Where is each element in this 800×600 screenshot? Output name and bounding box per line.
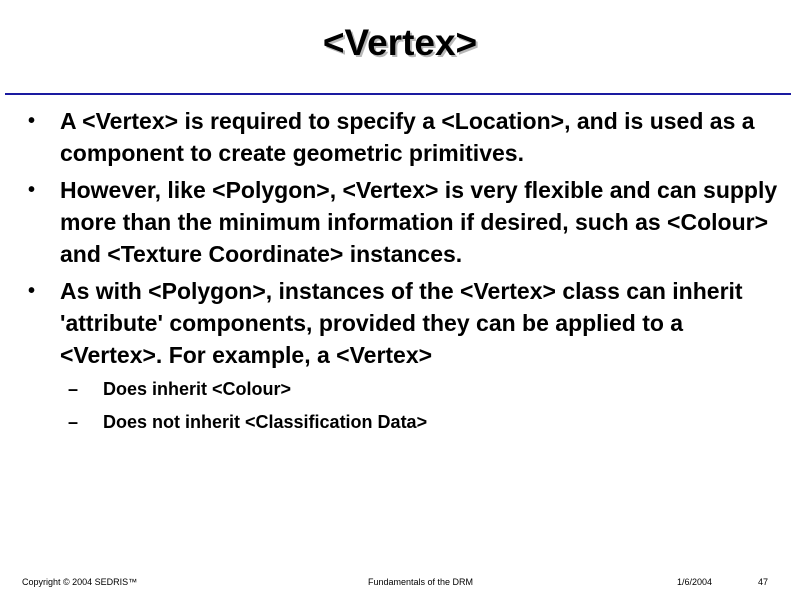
bullet-text: As with <Polygon>, instances of the <Vertex> class can inherit 'attribute' components, provided they can be applied to a <Vertex>. For example, a <Vertex>	[60, 278, 743, 368]
footer-date: 1/6/2004	[677, 577, 713, 587]
bullet-text: However, like <Polygon>, <Vertex> is very flexible and can supply more than the minimum information if desired, such as <Colour> and <Texture Coordinate> instances.	[60, 177, 778, 267]
sub-bullet-text: Does not inherit <Classification Data>	[103, 412, 428, 432]
sub-bullet-text: Does inherit <Colour>	[103, 379, 292, 399]
bullet-item	[27, 174, 787, 270]
sub-bullet-item	[68, 373, 787, 406]
sub-bullet-item	[68, 406, 787, 439]
footer-copyright: Copyright © 2004 SEDRIS™	[22, 577, 138, 587]
bullet-item	[27, 275, 787, 439]
bullet-marker: •	[28, 280, 36, 302]
bullet-text: A <Vertex> is required to specify a <Location>, and is used as a component to create geometric primitives.	[60, 108, 755, 166]
sub-bullet-list	[60, 373, 787, 439]
sub-bullet-marker: –	[68, 379, 79, 399]
bullet-list	[27, 105, 787, 444]
footer-page-number: 47	[758, 577, 769, 587]
sub-bullet-marker: –	[68, 412, 79, 432]
title-divider	[5, 93, 791, 95]
bullet-item	[27, 105, 787, 169]
slide-title: <Vertex>	[322, 22, 478, 63]
bullet-marker: •	[28, 179, 36, 201]
footer-title: Fundamentals of the DRM	[368, 577, 474, 587]
bullet-marker: •	[28, 110, 36, 132]
